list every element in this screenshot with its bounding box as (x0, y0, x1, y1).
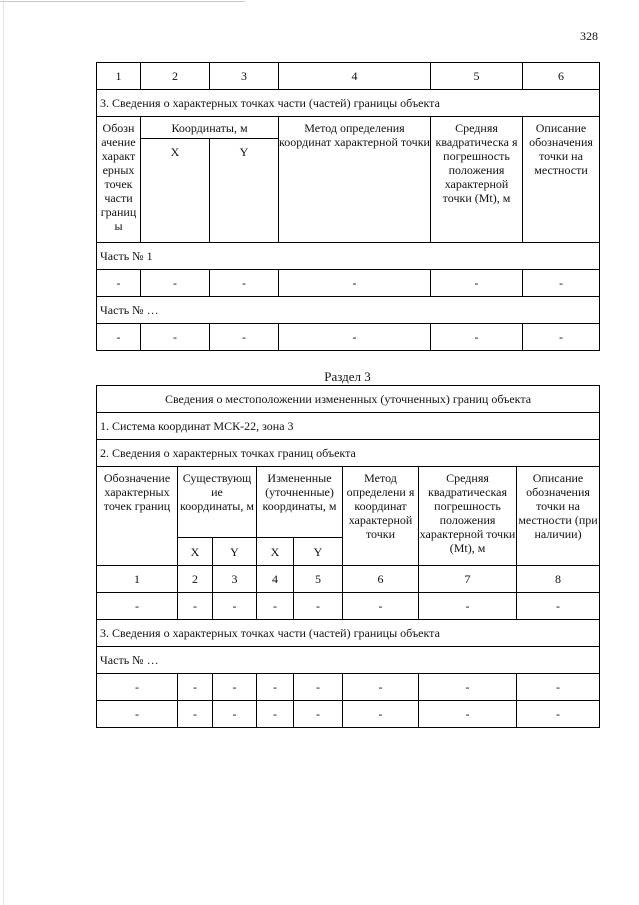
column-number: 6 (523, 63, 600, 90)
table-title: Сведения о местоположении измененных (уточненных) границ объекта (97, 386, 600, 413)
section-heading: 3. Сведения о характерных точках части (частей) границы объекта (97, 90, 600, 117)
column-number: 1 (97, 63, 141, 90)
header-number-row (97, 63, 600, 90)
cell: - (517, 674, 600, 701)
error-header: Средняя квадратическая погрешность положения характерной точки (Mt), м (419, 467, 517, 566)
cell: - (141, 270, 210, 297)
page-number: 328 (580, 29, 598, 43)
cell: - (343, 674, 419, 701)
table-row (97, 593, 600, 620)
part-points-table (96, 62, 600, 351)
cell: - (294, 593, 343, 620)
column-number: 2 (178, 566, 213, 593)
cell: - (419, 593, 517, 620)
method-header: Метод определения координат характерной точки (279, 117, 431, 243)
designation-header: Обозн ачение характ ерных точек части границ ы (97, 117, 141, 243)
cell: - (419, 674, 517, 701)
coordinate-system: 1. Система координат МСК-22, зона 3 (97, 413, 600, 440)
part-label: Часть № … (97, 647, 600, 674)
part-label: Часть № 1 (97, 243, 600, 270)
cell: - (97, 270, 141, 297)
description-header: Описание обозначения точки на местности (при наличии) (517, 467, 600, 566)
column-number: 4 (279, 63, 431, 90)
scan-artifact-edge (3, 0, 4, 905)
description-header: Описание обозначения точки на местности (523, 117, 600, 243)
cell: - (178, 674, 213, 701)
column-number: 3 (213, 566, 257, 593)
cell: - (343, 701, 419, 728)
column-number: 2 (141, 63, 210, 90)
changed-coordinates-header: Измененные (уточненные) координаты, м (257, 467, 343, 538)
column-number: 1 (97, 566, 178, 593)
section-heading: 3. Сведения о характерных точках части (частей) границы объекта (97, 620, 600, 647)
column-number: 7 (419, 566, 517, 593)
scan-artifact-line (0, 1, 245, 2)
part-label: Часть № … (97, 297, 600, 324)
cell: - (523, 270, 600, 297)
cell: - (213, 674, 257, 701)
cell: - (213, 593, 257, 620)
header-number-row (97, 566, 600, 593)
column-number: 8 (517, 566, 600, 593)
method-header: Метод определени я координат характерной точки (343, 467, 419, 566)
cell: - (523, 324, 600, 351)
cell: - (178, 593, 213, 620)
cell: - (257, 701, 294, 728)
cell: - (431, 270, 523, 297)
cell: - (210, 270, 279, 297)
coordinates-header: Координаты, м (141, 117, 279, 139)
y-header: Y (213, 538, 257, 566)
cell: - (343, 593, 419, 620)
table-row (97, 674, 600, 701)
table-row (97, 701, 600, 728)
cell: - (97, 701, 178, 728)
section-title: Раздел 3 (324, 369, 371, 384)
existing-coordinates-header: Существующ ие координаты, м (178, 467, 257, 538)
cell: - (213, 701, 257, 728)
changed-boundaries-table (96, 385, 600, 728)
cell: - (517, 701, 600, 728)
table-row (97, 324, 600, 351)
cell: - (517, 593, 600, 620)
cell: - (178, 701, 213, 728)
cell: - (97, 674, 178, 701)
y-header: Y (294, 538, 343, 566)
x-header: X (141, 139, 210, 243)
cell: - (279, 324, 431, 351)
cell: - (97, 324, 141, 351)
cell: - (279, 270, 431, 297)
cell: - (419, 701, 517, 728)
boundary-points-heading: 2. Сведения о характерных точках границ объекта (97, 440, 600, 467)
cell: - (141, 324, 210, 351)
cell: - (97, 593, 178, 620)
error-header: Средняя квадратическа я погрешность положения характерной точки (Mt), м (431, 117, 523, 243)
cell: - (257, 593, 294, 620)
column-number: 6 (343, 566, 419, 593)
cell: - (257, 674, 294, 701)
column-number: 4 (257, 566, 294, 593)
cell: - (431, 324, 523, 351)
cell: - (294, 701, 343, 728)
y-header: Y (210, 139, 279, 243)
column-number: 5 (431, 63, 523, 90)
designation-header: Обозначение характерных точек границ (97, 467, 178, 566)
cell: - (210, 324, 279, 351)
x-header: X (178, 538, 213, 566)
column-number: 3 (210, 63, 279, 90)
cell: - (294, 674, 343, 701)
column-number: 5 (294, 566, 343, 593)
table-row (97, 270, 600, 297)
x-header: X (257, 538, 294, 566)
